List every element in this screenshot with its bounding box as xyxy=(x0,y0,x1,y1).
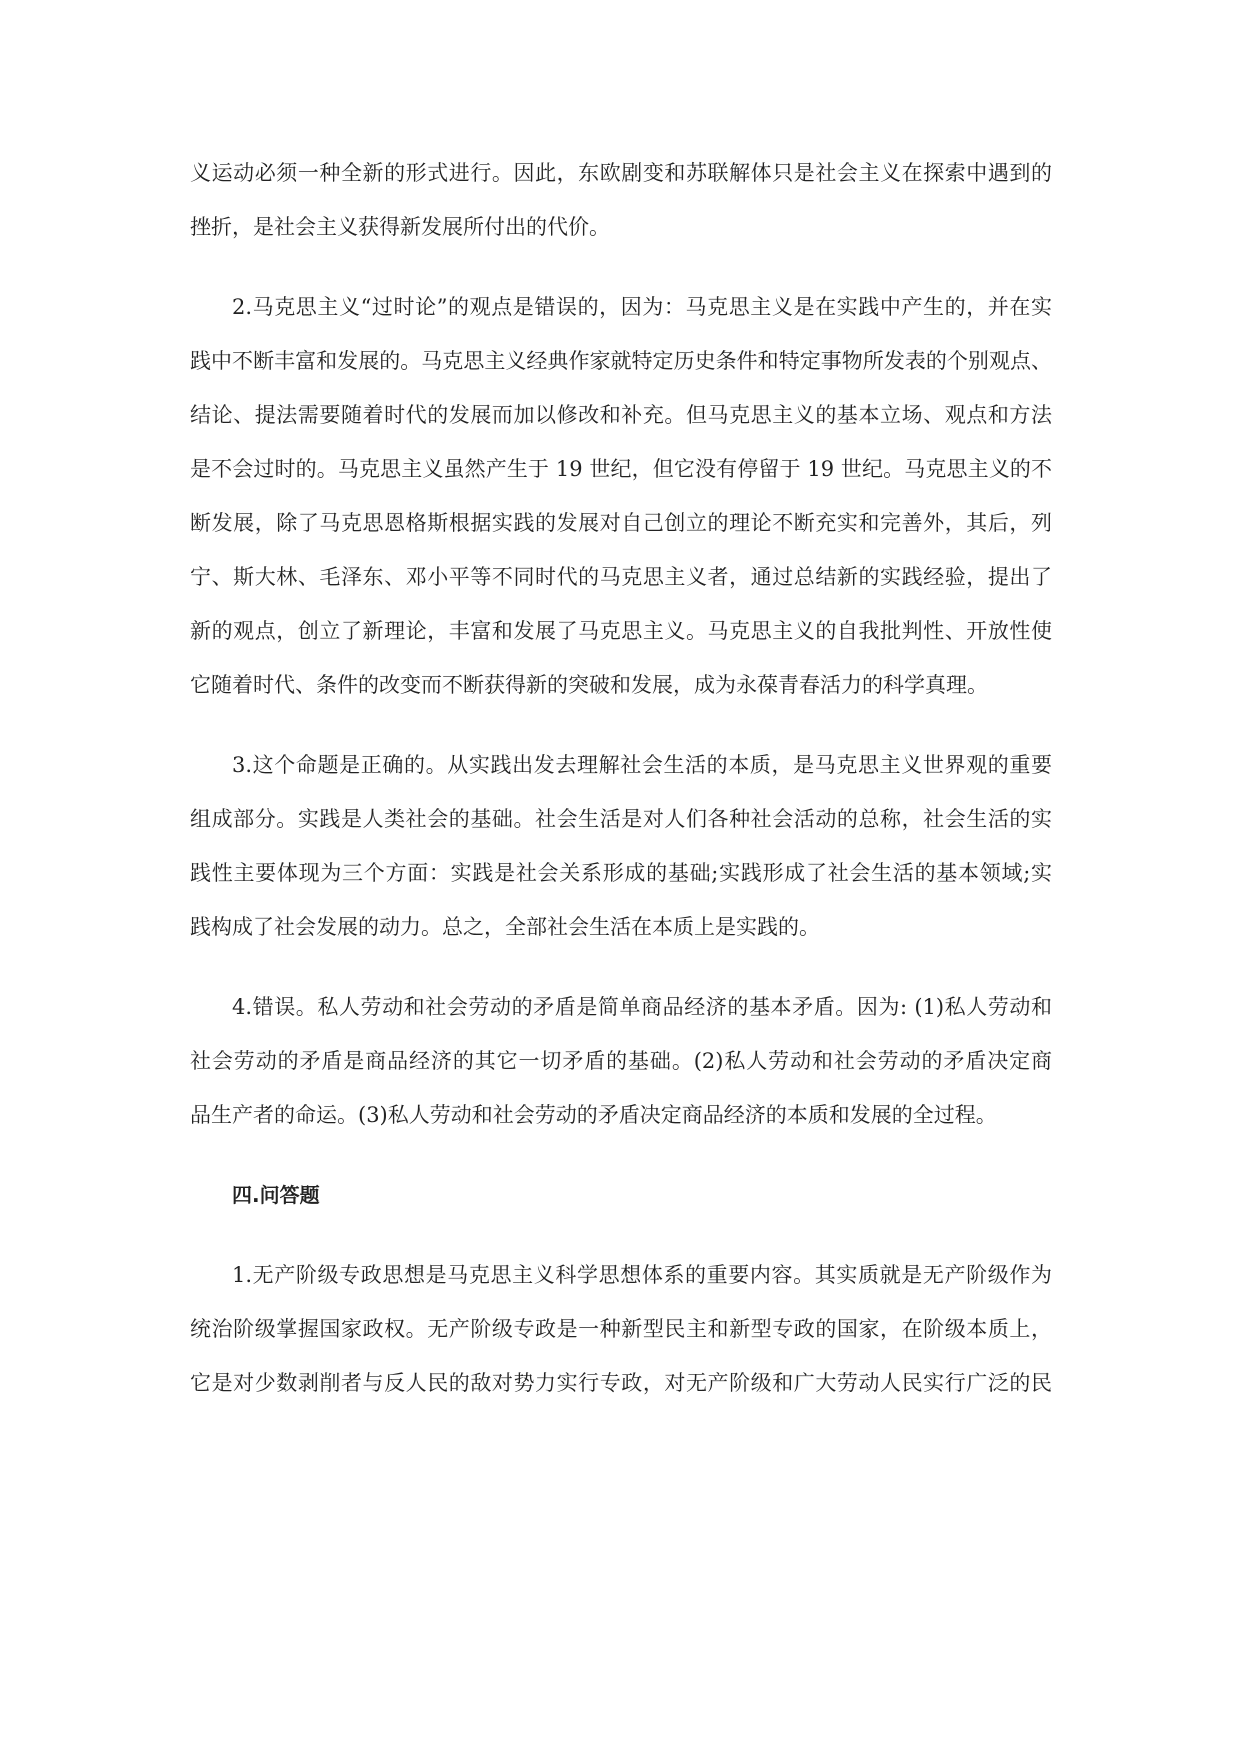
paragraph-continuation xyxy=(190,158,1052,266)
text-line: 宁、斯大林、毛泽东、邓小平等不同时代的马克思主义者，通过总结新的实践经验，提出了 xyxy=(190,565,1052,589)
text-line: 义运动必须一种全新的形式进行。因此，东欧剧变和苏联解体只是社会主义在探索中遇到的 xyxy=(190,161,1052,185)
text-line: 断发展，除了马克思恩格斯根据实践的发展对自己创立的理论不断充实和完善外，其后，列 xyxy=(190,511,1052,535)
text-line: 挫折，是社会主义获得新发展所付出的代价。 xyxy=(190,215,610,239)
text-line: 是不会过时的。马克思主义虽然产生于 19 世纪，但它没有停留于 19 世纪。马克思主义的不 xyxy=(190,457,1052,481)
text-line: 社会劳动的矛盾是商品经济的其它一切矛盾的基础。(2)私人劳动和社会劳动的矛盾决定商 xyxy=(190,1049,1052,1073)
paragraph-spacer xyxy=(190,966,1052,992)
text-line: 新的观点，创立了新理论，丰富和发展了马克思主义。马克思主义的自我批判性、开放性使 xyxy=(190,619,1052,643)
text-line: 2.马克思主义“过时论”的观点是错误的，因为：马克思主义是在实践中产生的，并在实 xyxy=(232,295,1052,319)
paragraph-spacer xyxy=(190,1234,1052,1260)
paragraph-spacer xyxy=(190,724,1052,750)
text-line: 3.这个命题是正确的。从实践出发去理解社会生活的本质，是马克思主义世界观的重要 xyxy=(232,753,1052,777)
text-line: 它随着时代、条件的改变而不断获得新的突破和发展，成为永葆青春活力的科学真理。 xyxy=(190,673,988,697)
document-body xyxy=(190,158,1052,1422)
text-line: 结论、提法需要随着时代的发展而加以修改和补充。但马克思主义的基本立场、观点和方法 xyxy=(190,403,1052,427)
text-line: 践构成了社会发展的动力。总之，全部社会生活在本质上是实践的。 xyxy=(190,915,820,939)
text-line: 践性主要体现为三个方面：实践是社会关系形成的基础;实践形成了社会生活的基本领域;实 xyxy=(190,861,1052,885)
text-line: 4.错误。私人劳动和社会劳动的矛盾是简单商品经济的基本矛盾。因为: (1)私人劳动和 xyxy=(232,995,1052,1019)
section-heading: 四.问答题 xyxy=(232,1183,320,1207)
paragraph-spacer xyxy=(190,1154,1052,1180)
text-line: 组成部分。实践是人类社会的基础。社会生活是对人们各种社会活动的总称，社会生活的实 xyxy=(190,807,1052,831)
qa-paragraph-1 xyxy=(190,1260,1052,1422)
text-line: 践中不断丰富和发展的。马克思主义经典作家就特定历史条件和特定事物所发表的个别观点、 xyxy=(190,349,1052,373)
text-line: 品生产者的命运。(3)私人劳动和社会劳动的矛盾决定商品经济的本质和发展的全过程。 xyxy=(190,1103,997,1127)
paragraph-2 xyxy=(190,292,1052,724)
paragraph-4 xyxy=(190,992,1052,1154)
text-line: 它是对少数剥削者与反人民的敌对势力实行专政，对无产阶级和广大劳动人民实行广泛的民 xyxy=(190,1371,1052,1395)
text-line: 1.无产阶级专政思想是马克思主义科学思想体系的重要内容。其实质就是无产阶级作为 xyxy=(232,1263,1052,1287)
text-line: 统治阶级掌握国家政权。无产阶级专政是一种新型民主和新型专政的国家，在阶级本质上， xyxy=(190,1317,1052,1341)
paragraph-3 xyxy=(190,750,1052,966)
paragraph-spacer xyxy=(190,266,1052,292)
